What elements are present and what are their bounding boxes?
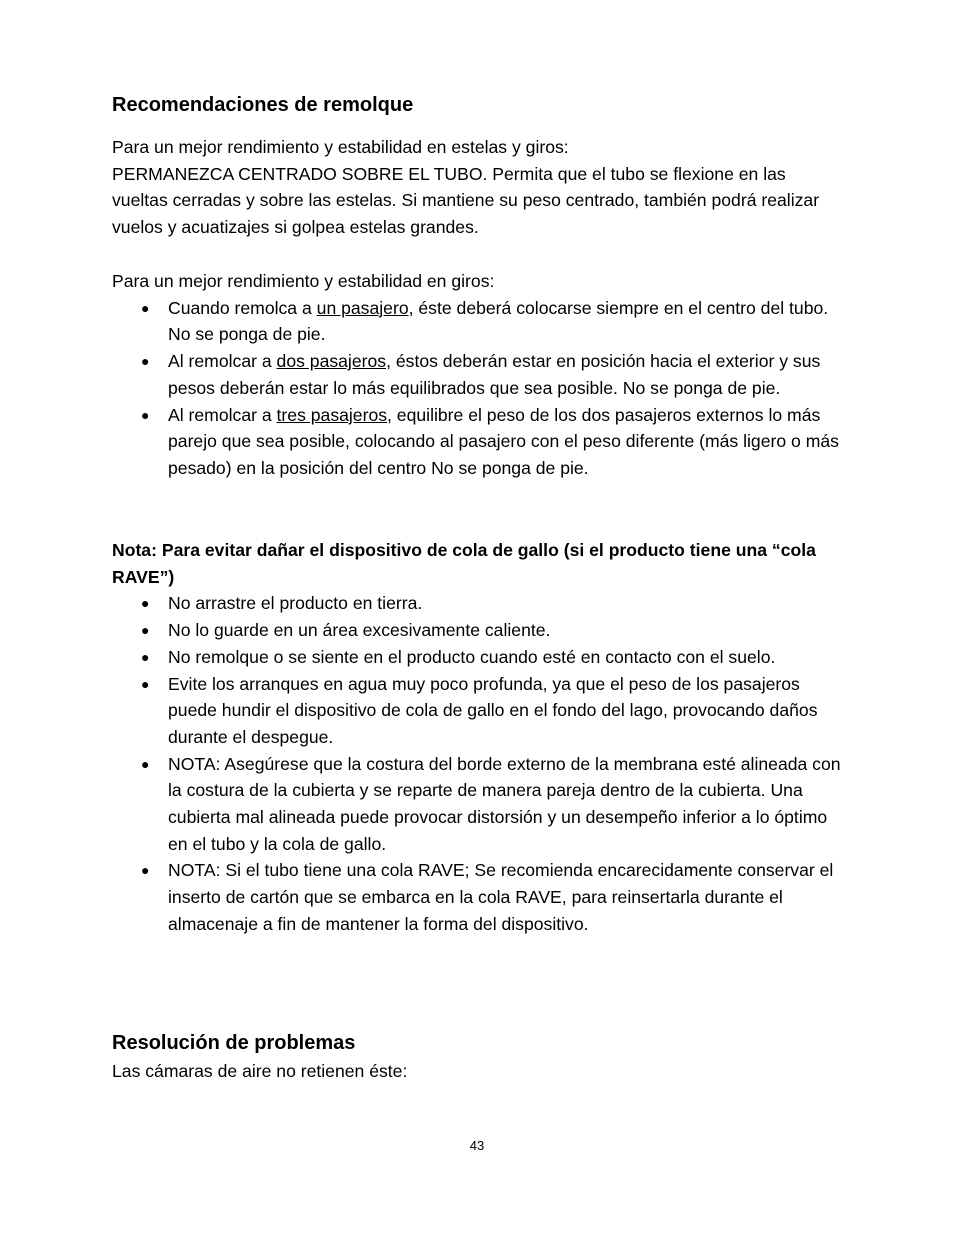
- bullet-icon: ●: [141, 299, 150, 316]
- section-title-towing: Recomendaciones de remolque: [112, 94, 414, 116]
- note-title: Nota: Para evitar dañar el dispositivo de cola de gallo (si el producto tiene una “cola RAVE”): [112, 540, 816, 587]
- bullet-icon: ●: [141, 755, 150, 772]
- list-item: [112, 402, 842, 482]
- list-item-text: No arrastre el producto en tierra.: [168, 593, 423, 614]
- list-item-text: NOTA: Asegúrese que la costura del borde externo de la membrana esté alineada con la costura de la cubierta y se reparte de manera pareja dentro de la cubierta. Una cubierta mal alineada puede provocar distorsión y un desempeño inferior a lo óptimo en el tubo y la cola de gallo.: [168, 753, 841, 854]
- passenger-list: [112, 295, 842, 482]
- list-item-text: NOTA: Si el tubo tiene una cola RAVE; Se recomienda encarecidamente conservar el inserto de cartón que se embarca en la cola RAVE, para reinsertarla durante el almacenaje a fin de mantener la forma del dispositivo.: [168, 860, 834, 934]
- list-item-text: Evite los arranques en agua muy poco profunda, ya que el peso de los pasajeros puede hundir el dispositivo de cola de gallo en el fondo del lago, provocando daños durante el despegue.: [168, 673, 818, 747]
- towing-intro: [112, 134, 842, 241]
- list-item-text: No lo guarde en un área excesivamente caliente.: [168, 620, 551, 641]
- bullet-icon: ●: [141, 406, 150, 423]
- list-item-text: No remolque o se siente en el producto cuando esté en contacto con el suelo.: [168, 646, 776, 667]
- list-item-text: Al remolcar a: [168, 351, 277, 372]
- page-number: 43: [469, 1138, 485, 1153]
- troubleshooting-text: Las cámaras de aire no retienen éste:: [112, 1061, 408, 1081]
- turns-block: [112, 268, 842, 482]
- note-block: [112, 537, 842, 938]
- list-item-text: equilibre el peso de los dos pasajeros externos lo más parejo que sea posible, colocando al pasajero con el peso diferente (más ligero o más pesado) en la posición del centro No se ponga de pie.: [168, 404, 839, 478]
- bullet-icon: ●: [141, 675, 150, 692]
- bullet-icon: ●: [141, 862, 150, 879]
- list-item: [112, 644, 842, 671]
- bullet-icon: ●: [141, 648, 150, 665]
- list-item: [112, 751, 842, 858]
- list-item-text: Cuando remolca a: [168, 297, 317, 318]
- bullet-icon: ●: [141, 622, 150, 639]
- list-item: [112, 617, 842, 644]
- list-item: [112, 590, 842, 617]
- section-title-troubleshooting: Resolución de problemas: [112, 1032, 356, 1054]
- note-list: [112, 590, 842, 937]
- intro-line-2: PERMANEZCA CENTRADO SOBRE EL TUBO. Permita que el tubo se flexione en las vueltas cerradas y sobre las estelas. Si mantiene su peso centrado, también podrá realizar vuelos y acuatizajes si golpea estelas grandes.: [112, 163, 820, 238]
- list-item: [112, 295, 842, 348]
- underlined-text: tres pasajeros,: [276, 404, 392, 425]
- list-item-text: éstos deberán estar en posición hacia el exterior y sus pesos deberán estar lo más equilibrados que sea posible. No se ponga de pie.: [168, 351, 821, 398]
- bullet-icon: ●: [141, 353, 150, 370]
- list-item: [112, 857, 842, 937]
- list-item: [112, 671, 842, 751]
- turns-intro: Para un mejor rendimiento y estabilidad en giros:: [112, 271, 495, 291]
- underlined-text: un pasajero,: [316, 297, 414, 318]
- list-item-text: Al remolcar a: [168, 404, 277, 425]
- intro-line-1: Para un mejor rendimiento y estabilidad en estelas y giros:: [112, 137, 569, 157]
- list-item-text: éste deberá colocarse siempre en el centro del tubo. No se ponga de pie.: [168, 297, 829, 345]
- underlined-text: dos pasajeros,: [276, 351, 391, 372]
- list-item: [112, 348, 842, 401]
- bullet-icon: ●: [141, 595, 150, 612]
